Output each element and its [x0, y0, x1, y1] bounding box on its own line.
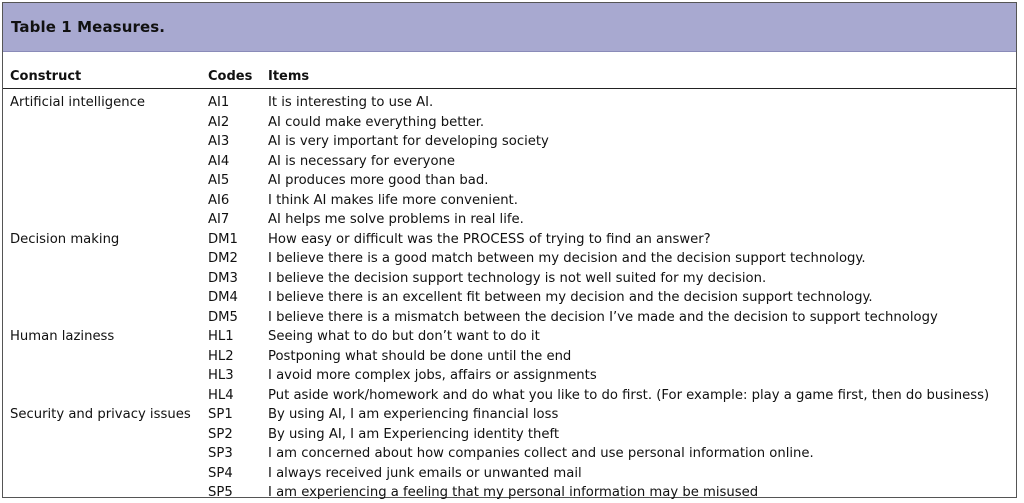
- item-cell: Put aside work/homework and do what you like to do first. (For example: play a game first, then do business): [268, 387, 990, 403]
- item-cell: I believe the decision support technology is not well suited for my decision.: [268, 270, 767, 286]
- table-row: [3, 132, 1016, 152]
- table-row: [3, 249, 1016, 269]
- code-cell: SP4: [208, 465, 233, 481]
- table-row: [3, 366, 1016, 386]
- header-items: Items: [268, 69, 310, 84]
- code-cell: AI7: [208, 212, 230, 227]
- item-cell: It is interesting to use AI.: [268, 95, 434, 110]
- table-row: [3, 464, 1016, 484]
- code-cell: HL1: [208, 329, 234, 344]
- code-cell: SP2: [208, 426, 233, 442]
- table-row: [3, 269, 1016, 289]
- header-construct: Construct: [10, 69, 82, 84]
- table-row: [3, 93, 1016, 113]
- measures-table: [3, 66, 1016, 503]
- code-cell: HL3: [208, 368, 234, 383]
- table-row: [3, 171, 1016, 191]
- construct-cell: Artificial intelligence: [10, 95, 145, 110]
- item-cell: AI is very important for developing society: [268, 134, 549, 149]
- code-cell: SP5: [208, 485, 233, 500]
- code-cell: AI4: [208, 153, 230, 169]
- table-row: [3, 210, 1016, 230]
- item-cell: AI could make everything better.: [268, 114, 485, 130]
- code-cell: DM2: [208, 251, 238, 266]
- code-cell: DM4: [208, 290, 238, 305]
- item-cell: How easy or difficult was the PROCESS of trying to find an answer?: [268, 231, 711, 247]
- table-row: [3, 405, 1016, 425]
- table-body: [3, 89, 1016, 503]
- table-header-row: [3, 66, 1016, 89]
- table-row: [3, 483, 1016, 503]
- item-cell: AI helps me solve problems in real life.: [268, 212, 524, 227]
- item-cell: I believe there is a good match between my decision and the decision support technology.: [268, 251, 866, 266]
- table-row: [3, 230, 1016, 250]
- table-row: [3, 444, 1016, 464]
- item-cell: I think AI makes life more convenient.: [268, 192, 518, 208]
- table-row: [3, 386, 1016, 406]
- code-cell: SP3: [208, 446, 233, 461]
- measures-table-frame: [2, 2, 1017, 498]
- table-title: Table 1 Measures.: [11, 18, 166, 36]
- construct-cell: Human laziness: [10, 329, 115, 344]
- table-title-bar: [3, 3, 1016, 52]
- table-row: [3, 308, 1016, 328]
- table-row: [3, 191, 1016, 211]
- item-cell: Seeing what to do but don’t want to do it: [268, 329, 540, 344]
- code-cell: DM5: [208, 309, 238, 325]
- item-cell: I believe there is a mismatch between the decision I’ve made and the decision to support technology: [268, 309, 938, 325]
- item-cell: I always received junk emails or unwanted mail: [268, 465, 582, 481]
- construct-cell: Security and privacy issues: [10, 407, 191, 422]
- item-cell: I believe there is an excellent fit between my decision and the decision support technology.: [268, 290, 873, 305]
- code-cell: AI3: [208, 134, 230, 149]
- item-cell: I am experiencing a feeling that my personal information may be misused: [268, 485, 759, 500]
- item-cell: AI produces more good than bad.: [268, 173, 489, 188]
- construct-cell: Decision making: [10, 231, 120, 247]
- code-cell: DM3: [208, 270, 238, 286]
- table-row: [3, 347, 1016, 367]
- item-cell: I avoid more complex jobs, affairs or assignments: [268, 368, 597, 383]
- table-row: [3, 425, 1016, 445]
- item-cell: Postponing what should be done until the end: [268, 348, 572, 364]
- item-cell: I am concerned about how companies collect and use personal information online.: [268, 446, 814, 461]
- item-cell: By using AI, I am experiencing financial loss: [268, 407, 559, 422]
- code-cell: HL2: [208, 348, 234, 364]
- header-codes: Codes: [208, 69, 253, 84]
- code-cell: AI2: [208, 114, 230, 130]
- table-row: [3, 288, 1016, 308]
- table-row: [3, 113, 1016, 133]
- item-cell: By using AI, I am Experiencing identity theft: [268, 426, 560, 442]
- table-row: [3, 152, 1016, 172]
- code-cell: DM1: [208, 231, 238, 247]
- item-cell: AI is necessary for everyone: [268, 153, 456, 169]
- table-row: [3, 327, 1016, 347]
- code-cell: SP1: [208, 407, 233, 422]
- code-cell: AI5: [208, 173, 230, 188]
- code-cell: HL4: [208, 387, 234, 403]
- code-cell: AI1: [208, 95, 230, 110]
- code-cell: AI6: [208, 192, 230, 208]
